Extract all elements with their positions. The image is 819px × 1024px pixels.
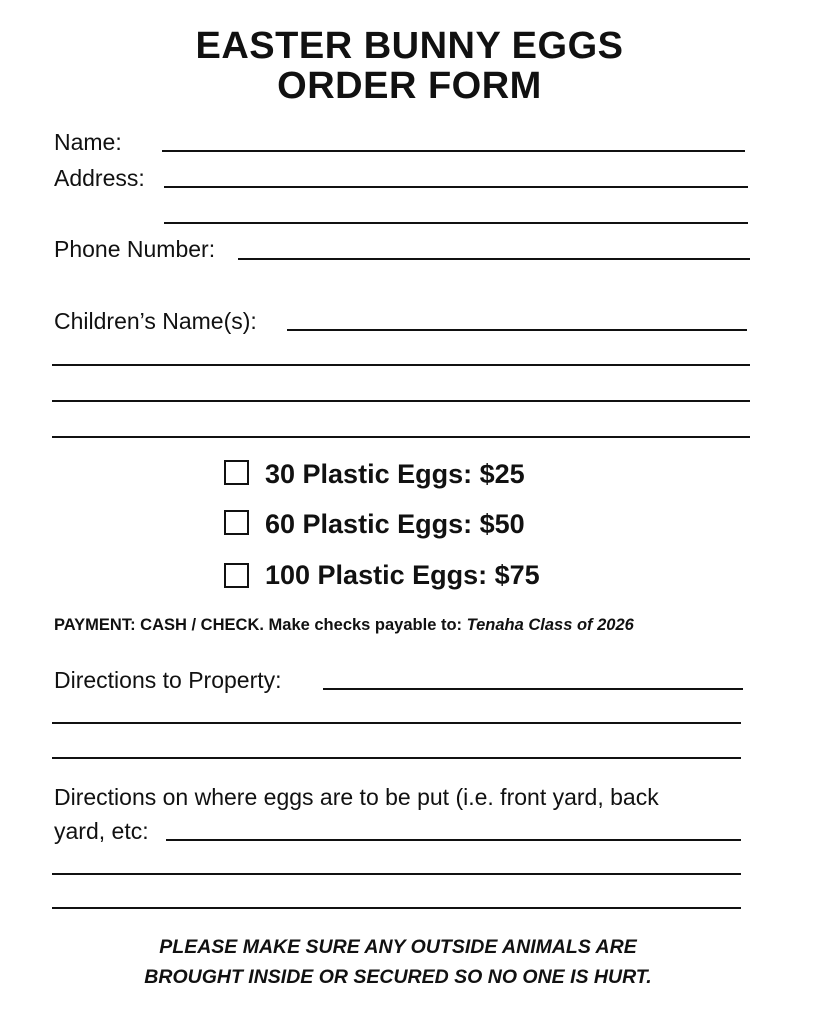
option-100-label: 100 Plastic Eggs: $75 bbox=[265, 560, 540, 590]
option-30-checkbox[interactable] bbox=[224, 460, 249, 485]
egg-placement-field-line-1[interactable] bbox=[166, 839, 741, 841]
form-title-line1: EASTER BUNNY EGGS bbox=[195, 25, 624, 67]
phone-field-line[interactable] bbox=[238, 258, 750, 260]
directions-field-line-1[interactable] bbox=[323, 688, 743, 690]
directions-label: Directions to Property: bbox=[54, 667, 282, 693]
option-100-checkbox[interactable] bbox=[224, 563, 249, 588]
name-field-line[interactable] bbox=[162, 150, 745, 152]
option-30-label: 30 Plastic Eggs: $25 bbox=[265, 459, 525, 489]
directions-field-line-2[interactable] bbox=[52, 722, 741, 724]
children-field-line-4[interactable] bbox=[52, 436, 750, 438]
children-field-line-2[interactable] bbox=[52, 364, 750, 366]
children-label: Children’s Name(s): bbox=[54, 308, 257, 334]
form-title bbox=[0, 26, 819, 106]
option-60-label: 60 Plastic Eggs: $50 bbox=[265, 509, 525, 539]
option-60-checkbox[interactable] bbox=[224, 510, 249, 535]
egg-placement-field-line-2[interactable] bbox=[52, 873, 741, 875]
address-label: Address: bbox=[54, 165, 145, 191]
phone-label: Phone Number: bbox=[54, 236, 216, 262]
name-label: Name: bbox=[54, 129, 122, 155]
animal-safety-notice-line2: BROUGHT INSIDE OR SECURED SO NO ONE IS HURT. bbox=[144, 966, 652, 988]
address-field-line-1[interactable] bbox=[164, 186, 748, 188]
children-field-line-3[interactable] bbox=[52, 400, 750, 402]
payment-prefix: PAYMENT: CASH / CHECK. Make checks payable to: bbox=[54, 616, 467, 634]
animal-safety-notice-line1: PLEASE MAKE SURE ANY OUTSIDE ANIMALS ARE bbox=[159, 936, 637, 958]
children-field-line-1[interactable] bbox=[287, 329, 747, 331]
egg-placement-label-line2: yard, etc: bbox=[54, 818, 149, 844]
egg-placement-label-line1: Directions on where eggs are to be put (i.e. front yard, back bbox=[54, 784, 659, 810]
egg-placement-field-line-3[interactable] bbox=[52, 907, 741, 909]
directions-field-line-3[interactable] bbox=[52, 757, 741, 759]
form-title-line2: ORDER FORM bbox=[277, 65, 542, 107]
payment-payee: Tenaha Class of 2026 bbox=[466, 616, 634, 634]
payment-note bbox=[54, 614, 634, 636]
animal-safety-notice bbox=[0, 932, 796, 992]
address-field-line-2[interactable] bbox=[164, 222, 748, 224]
